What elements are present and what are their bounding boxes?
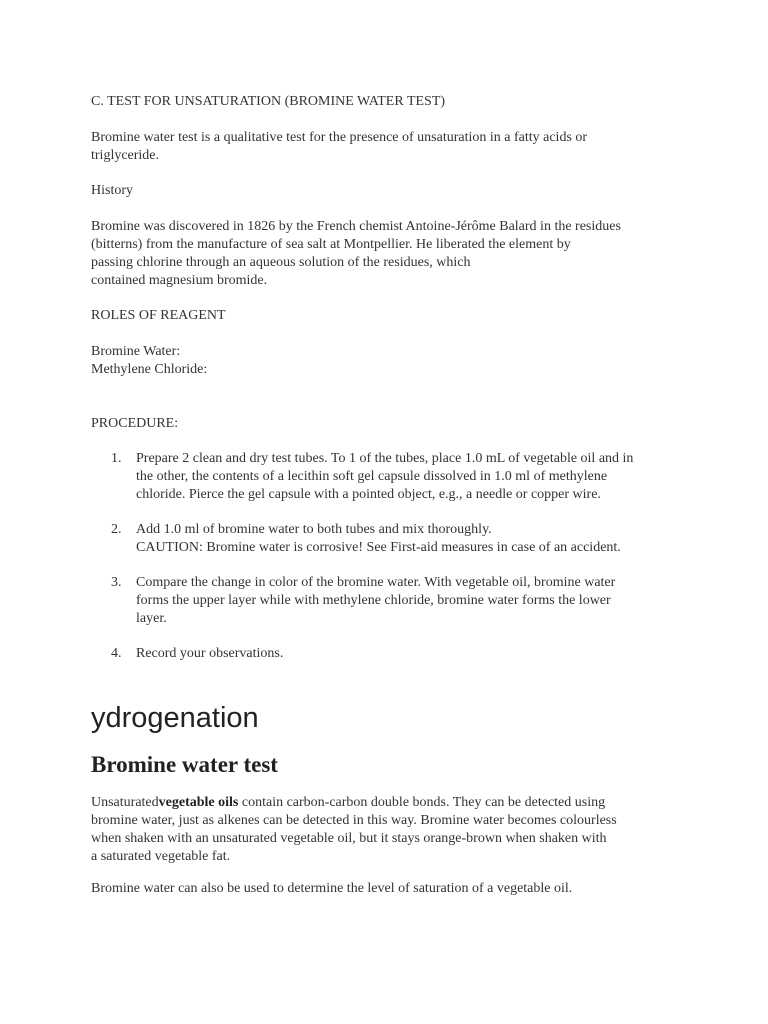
unsaturated-oils-paragraph — [91, 794, 661, 866]
history-line: contained magnesium bromide. — [91, 273, 268, 288]
history-line: passing chlorine through an aqueous solution of the residues, which — [91, 255, 471, 270]
hydrogenation-heading: ydrogenation — [91, 702, 259, 734]
step-line: Compare the change in color of the bromine water. With vegetable oil, bromine water — [136, 575, 616, 590]
roles-label: ROLES OF REAGENT — [91, 308, 226, 323]
paragraph-line: when shaken with an unsaturated vegetable oil, but it stays orange-brown when shaken with — [91, 831, 607, 846]
intro-line: triglyceride. — [91, 148, 160, 163]
step-line: CAUTION: Bromine water is corrosive! See First-aid measures in case of an accident. — [136, 540, 621, 555]
history-label: History — [91, 183, 133, 198]
step-number: 1. — [111, 451, 122, 466]
step-number: 3. — [111, 575, 122, 590]
step-line: the other, the contents of a lecithin soft gel capsule dissolved in 1.0 ml of methylene — [136, 469, 608, 484]
saturation-level-paragraph: Bromine water can also be used to determine the level of saturation of a vegetable oil. — [91, 881, 573, 896]
history-line: Bromine was discovered in 1826 by the French chemist Antoine-Jérôme Balard in the residues — [91, 219, 621, 234]
history-paragraph — [91, 218, 621, 290]
step-number: 4. — [111, 646, 122, 661]
procedure-step-4 — [91, 645, 681, 663]
procedure-step-2 — [91, 521, 681, 557]
role-item-methylene-chloride: Methylene Chloride: — [91, 362, 208, 377]
role-item-bromine-water: Bromine Water: — [91, 344, 181, 359]
vegetable-oils-bold: vegetable oils — [158, 795, 239, 810]
step-line: Add 1.0 ml of bromine water to both tubes and mix thoroughly. — [136, 522, 492, 537]
history-line: (bitterns) from the manufacture of sea salt at Montpellier. He liberated the element by — [91, 237, 571, 252]
paragraph-line: a saturated vegetable fat. — [91, 849, 231, 864]
step-number: 2. — [111, 522, 122, 537]
lead-text: Unsaturated — [91, 795, 159, 810]
paragraph-line — [91, 794, 661, 812]
intro-paragraph — [91, 129, 587, 165]
step-line: forms the upper layer while with methylene chloride, bromine water forms the lower — [136, 593, 611, 608]
procedure-step-3 — [91, 574, 681, 628]
procedure-steps — [91, 450, 681, 663]
step-line: layer. — [136, 611, 167, 626]
section-heading: C. TEST FOR UNSATURATION (BROMINE WATER TEST) — [91, 94, 446, 109]
intro-line: Bromine water test is a qualitative test for the presence of unsaturation in a fatty acids or — [91, 130, 588, 145]
line-rest: contain carbon-carbon double bonds. They can be detected using — [238, 795, 606, 810]
bromine-water-test-heading: Bromine water test — [91, 752, 278, 777]
step-line: Record your observations. — [136, 646, 284, 661]
step-line: chloride. Pierce the gel capsule with a pointed object, e.g., a needle or copper wire. — [136, 487, 601, 502]
procedure-label: PROCEDURE: — [91, 416, 179, 431]
step-line: Prepare 2 clean and dry test tubes. To 1 of the tubes, place 1.0 mL of vegetable oil and in — [136, 451, 634, 466]
paragraph-line: bromine water, just as alkenes can be detected in this way. Bromine water becomes colourless — [91, 813, 617, 828]
roles-list — [91, 343, 207, 379]
procedure-step-1 — [91, 450, 681, 504]
